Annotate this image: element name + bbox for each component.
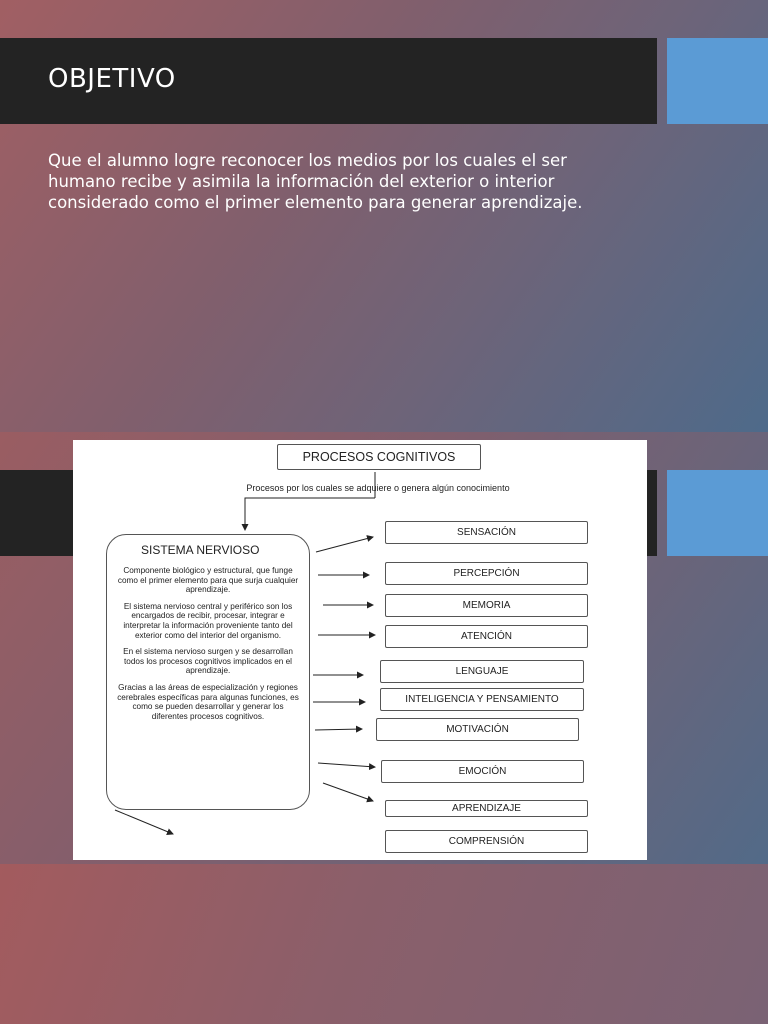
cognitive-processes-diagram: [73, 440, 647, 860]
process-box-lenguaje: LENGUAJE: [380, 660, 584, 683]
process-box-sensacion: SENSACIÓN: [385, 521, 588, 544]
slide-next: [0, 864, 768, 1024]
process-box-emocion: EMOCIÓN: [381, 760, 584, 783]
process-box-memoria: MEMORIA: [385, 594, 588, 617]
arrow-aprendizaje: [323, 783, 373, 801]
process-box-motivacion: MOTIVACIÓN: [376, 718, 579, 741]
process-box-inteligencia: INTELIGENCIA Y PENSAMIENTO: [380, 688, 584, 711]
nervous-system-box: [106, 534, 310, 810]
nervous-system-title: SISTEMA NERVIOSO: [141, 543, 260, 557]
arrow-sensacion: [316, 537, 373, 552]
arrow-motivacion: [315, 729, 362, 730]
arrow-emocion: [318, 763, 375, 767]
process-box-comprension: COMPRENSIÓN: [385, 830, 588, 853]
nervous-paragraph: En el sistema nervioso surgen y se desarrollan todos los procesos cognitivos implicados en el aprendizaje.: [123, 647, 293, 676]
slide-procesos-cognitivos: [0, 432, 768, 864]
nervous-paragraph: Componente biológico y estructural, que funge como el primer elemento para que surja cualquier aprendizaje.: [117, 566, 299, 595]
objective-text: Que el alumno logre reconocer los medios por los cuales el ser humano recibe y asimila la información del exterior o interior considerado como el primer elemento para generar aprendizaje.: [48, 151, 583, 212]
slide-objetivo: [0, 0, 768, 432]
arrow-comprension: [115, 810, 173, 834]
process-box-aprendizaje: APRENDIZAJE: [385, 800, 588, 817]
arrow-to-nervous-system: [245, 498, 375, 530]
process-box-atencion: ATENCIÓN: [385, 625, 588, 648]
accent-block: [667, 470, 768, 556]
slide-title: OBJETIVO: [48, 64, 176, 94]
accent-block: [667, 38, 768, 124]
process-box-percepcion: PERCEPCIÓN: [385, 562, 588, 585]
diagram-title-box: PROCESOS COGNITIVOS: [277, 444, 481, 470]
diagram-subtitle: Procesos por los cuales se adquiere o genera algún conocimiento: [246, 483, 510, 493]
nervous-paragraph: El sistema nervioso central y periférico son los encargados de recibir, procesar, integrar e interpretar la información proveniente tanto del exterior como del interior del organismo.: [123, 601, 293, 640]
nervous-paragraph: Gracias a las áreas de especialización y regiones cerebrales específicas para algunas funciones, es como se pueden desarrollar y generar los diferentes procesos cognitivos.: [117, 682, 299, 721]
